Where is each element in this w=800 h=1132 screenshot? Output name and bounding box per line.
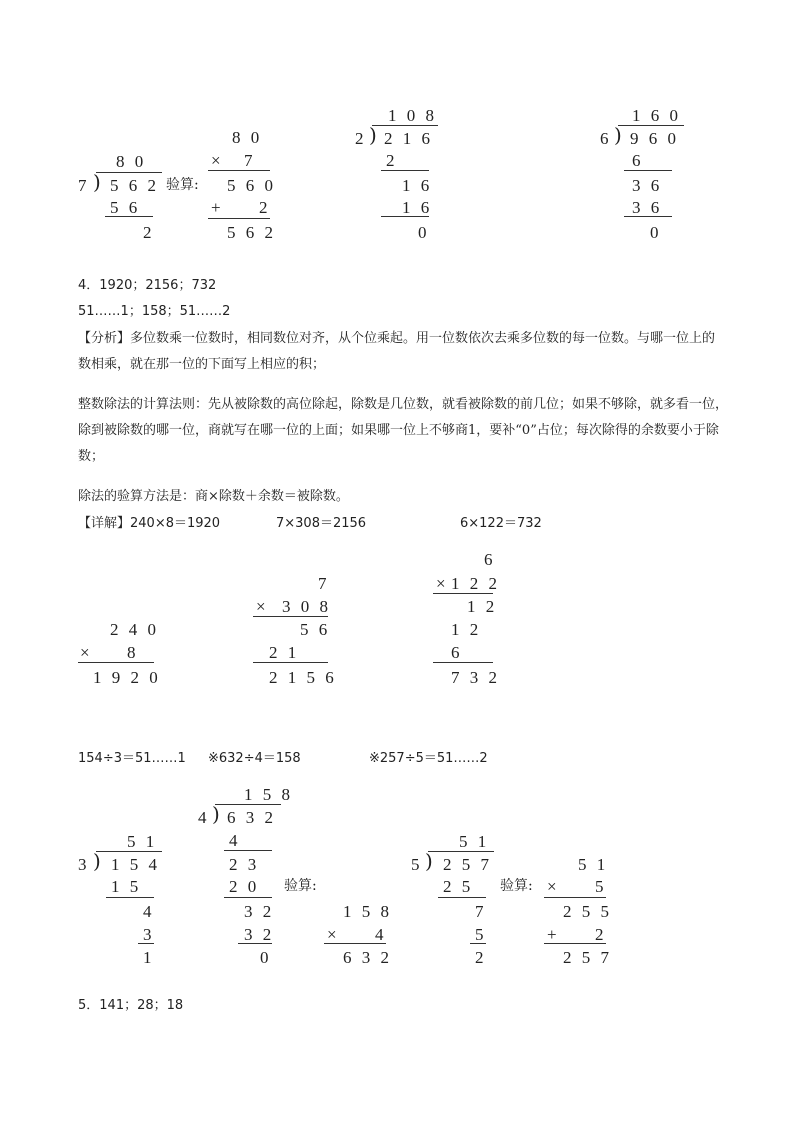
plus-sign: + (211, 198, 224, 217)
answers-line: 5．141；28；18 (78, 998, 184, 1013)
step-line (105, 216, 153, 217)
detail-tag: 【详解】 (78, 516, 131, 531)
remainder: 2 (475, 948, 487, 967)
product-line (78, 662, 154, 663)
quotient: 1 6 0 (632, 106, 681, 125)
partial-product: 2 1 (269, 643, 300, 662)
quotient: 8 0 (116, 152, 147, 171)
multiplier: 8 (127, 643, 139, 662)
multiplier: 7 (244, 151, 256, 170)
step-line (224, 897, 272, 898)
division-bar (215, 804, 281, 805)
division-bracket: ) (425, 849, 433, 873)
remainder: 0 (418, 223, 430, 242)
equation: 6×122＝732 (460, 516, 542, 531)
division-bar (96, 851, 162, 852)
analysis-tag: 【分析】 (78, 331, 131, 346)
step-value: 2 5 (443, 877, 474, 896)
divisor: 4 (198, 808, 210, 827)
product: 2 1 5 6 (269, 668, 337, 687)
product: 2 5 5 (563, 902, 612, 921)
step-value: 2 0 (229, 877, 260, 896)
division-bar (372, 125, 438, 126)
step-line (381, 216, 429, 217)
times-sign: × (256, 597, 269, 616)
dividend: 9 6 0 (630, 129, 679, 148)
partial-product: 1 2 (467, 597, 498, 616)
step-line (106, 897, 154, 898)
times-sign: × (436, 574, 449, 593)
answers-line: 51……1；158；51……2 (78, 304, 231, 319)
equation: 7×308＝2156 (276, 516, 367, 531)
addend: 2 (595, 925, 607, 944)
product: 1 9 2 0 (93, 668, 161, 687)
product-line (324, 943, 386, 944)
step-line (470, 943, 486, 944)
remainder: 0 (650, 223, 662, 242)
check-rule: 除法的验算方法是：商×除数＋余数＝被除数。 (78, 489, 349, 504)
partial-product: 5 6 (300, 620, 331, 639)
step-value: 5 6 (110, 198, 141, 217)
partial-line (433, 593, 493, 594)
quotient: 5 1 (459, 832, 490, 851)
partial-product: 6 (451, 643, 463, 662)
step-value: 3 2 (244, 925, 275, 944)
step-line (381, 170, 429, 171)
step-value: 6 (632, 151, 644, 170)
quotient: 1 5 8 (244, 785, 293, 804)
quotient: 5 1 (127, 832, 158, 851)
multiplier: 5 (595, 877, 607, 896)
step-value: 3 6 (632, 176, 663, 195)
division-equation: ※257÷5＝51……2 (369, 751, 488, 766)
step-line (138, 943, 154, 944)
multiplier: 1 2 2 (451, 574, 500, 593)
step-line (624, 216, 672, 217)
remainder: 1 (143, 948, 155, 967)
multiplicand: 8 0 (232, 128, 263, 147)
dividend: 2 1 6 (384, 129, 433, 148)
product-line (253, 662, 328, 663)
addend: 2 (259, 198, 271, 217)
product-line (544, 897, 606, 898)
step-line (438, 897, 486, 898)
divisor: 3 (78, 855, 90, 874)
division-equation: ※632÷4＝158 (208, 751, 301, 766)
division-bar (96, 172, 162, 173)
check-label: 验算: (166, 177, 199, 193)
result: 2 5 7 (563, 948, 612, 967)
division-bracket: ) (212, 802, 220, 826)
division-equation: 154÷3＝51……1 (78, 751, 186, 766)
product: 6 3 2 (343, 948, 392, 967)
times-sign: × (80, 643, 93, 662)
product: 7 3 2 (451, 668, 500, 687)
multiplicand: 7 (318, 574, 330, 593)
step-value: 2 (386, 151, 398, 170)
partial-product: 1 2 (451, 620, 482, 639)
analysis-text: 多位数乘一位数时，相同数位对齐，从个位乘起。用一位数依次去乘多位数的每一位数。与哪一位上的数相乘，就在那一位的下面写上相应的积； (78, 331, 716, 372)
multiplier: 3 0 8 (282, 597, 331, 616)
product-line (208, 170, 270, 171)
result: 5 6 2 (227, 223, 276, 242)
step-value: 4 (229, 831, 241, 850)
times-sign: × (547, 877, 560, 896)
remainder: 2 (143, 223, 155, 242)
divisor: 5 (411, 855, 423, 874)
check-label: 验算: (500, 878, 533, 894)
step-value: 5 (475, 925, 487, 944)
multiplicand: 5 1 (578, 855, 609, 874)
step-value: 4 (143, 902, 155, 921)
sum-line (208, 218, 270, 219)
step-line (624, 170, 672, 171)
dividend: 1 5 4 (111, 855, 160, 874)
answers-line: 4．1920；2156；732 (78, 278, 217, 293)
divisor: 2 (355, 129, 367, 148)
analysis-paragraph (78, 326, 728, 378)
step-value: 7 (475, 902, 487, 921)
divisor: 6 (600, 129, 612, 148)
remainder: 0 (260, 948, 272, 967)
divisor: 7 (78, 176, 90, 195)
division-rule: 整数除法的计算法则：先从被除数的高位除起，除数是几位数，就看被除数的前几位；如果不够除，就多看一位，除到被除数的哪一位，商就写在哪一位的上面；如果哪一位上不够商1，要补“0”占位；每次除得的余数要小于除数； (78, 397, 729, 464)
times-sign: × (327, 925, 340, 944)
step-value: 3 6 (632, 198, 663, 217)
step-value: 3 (143, 925, 155, 944)
times-sign: × (211, 151, 224, 170)
step-value: 1 6 (402, 176, 433, 195)
step-line (238, 943, 272, 944)
equation: 240×8＝1920 (130, 516, 221, 531)
partial-line (253, 616, 328, 617)
product-line (433, 662, 493, 663)
division-bracket: ) (369, 123, 377, 147)
multiplier: 4 (375, 925, 387, 944)
step-line (224, 850, 272, 851)
step-value: 1 6 (402, 198, 433, 217)
multiplicand: 6 (484, 550, 496, 569)
quotient: 1 0 8 (388, 106, 437, 125)
product: 5 6 0 (227, 176, 276, 195)
division-bar (618, 125, 684, 126)
sum-line (544, 943, 606, 944)
step-value: 2 3 (229, 855, 260, 874)
multiplicand: 2 4 0 (110, 620, 159, 639)
dividend: 5 6 2 (110, 176, 159, 195)
plus-sign: + (547, 925, 560, 944)
division-bracket: ) (614, 123, 622, 147)
division-bracket: ) (93, 170, 101, 194)
dividend: 6 3 2 (227, 808, 276, 827)
dividend: 2 5 7 (443, 855, 492, 874)
multiplicand: 1 5 8 (343, 902, 392, 921)
division-bar (428, 851, 494, 852)
check-label: 验算: (284, 878, 317, 894)
step-value: 1 5 (111, 877, 142, 896)
detail-equation (78, 517, 220, 530)
step-value: 3 2 (244, 902, 275, 921)
division-bracket: ) (93, 849, 101, 873)
